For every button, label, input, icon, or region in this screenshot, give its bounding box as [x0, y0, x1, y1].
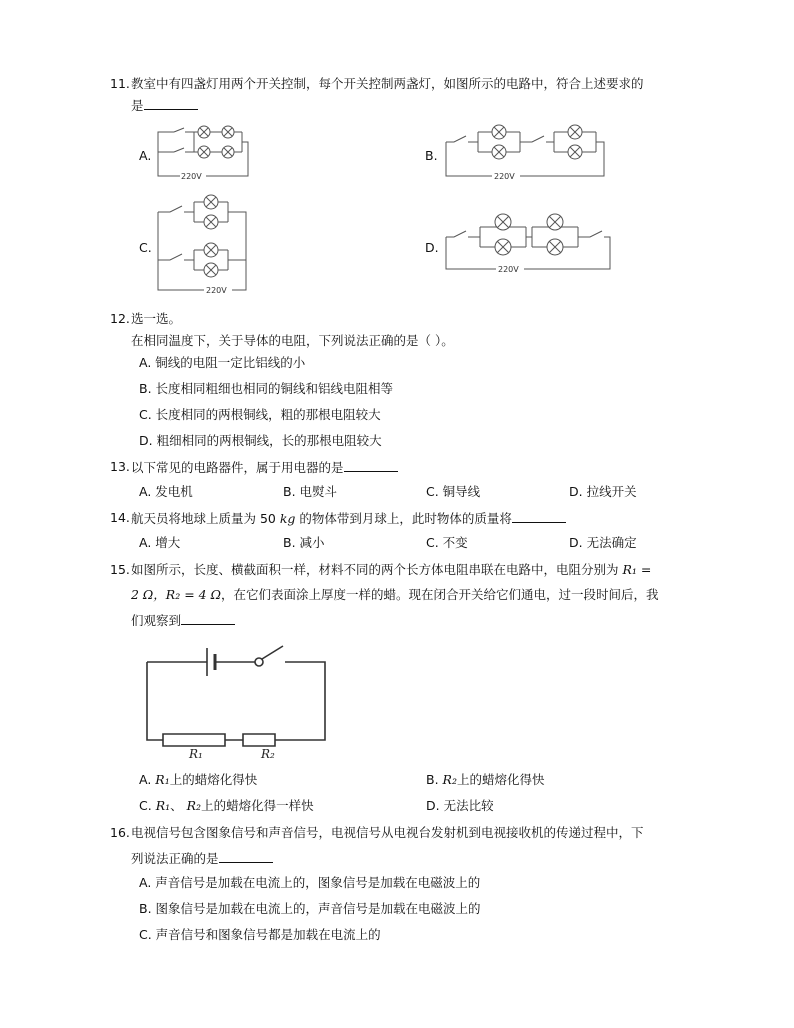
lamp-icon	[495, 239, 511, 255]
q16-number: 16.	[110, 825, 130, 840]
q16-stem-line1: 电视信号包含图象信号和声音信号，电视信号从电视台发射机到电视接收机的传递过程中，下	[131, 825, 644, 840]
q16-option-b: B. 图象信号是加载在电流上的，声音信号是加载在电磁波上的	[139, 901, 481, 916]
switch-lever	[262, 646, 283, 659]
q13-option-c: C. 铜导线	[426, 484, 481, 499]
q14-option-c: C. 不变	[426, 535, 468, 550]
lamp-icon	[222, 146, 234, 158]
q11-circuit-d	[440, 205, 620, 277]
q13-number: 13.	[110, 459, 130, 474]
r1-label: R₁	[189, 747, 203, 761]
lamp-icon	[547, 239, 563, 255]
lamp-icon	[547, 214, 563, 230]
q13-stem: 以下常见的电路器件，属于用电器的是	[131, 459, 398, 476]
q11-option-a-label: A.	[139, 148, 152, 163]
q14-number: 14.	[110, 510, 130, 525]
q15-stem-line1: 如图所示，长度、横截面积一样，材料不同的两个长方体电阻串联在电路中，电阻分别为 R₁ =	[131, 562, 652, 577]
q16-answer-blank	[219, 850, 273, 863]
q15-stem-line2: 2 Ω，R₂ = 4 Ω，在它们表面涂上厚度一样的蜡。现在闭合开关给它们通电，过一段时间后，我	[131, 587, 659, 602]
lamp-icon	[568, 145, 582, 159]
lamp-icon	[198, 126, 210, 138]
q12-option-c: C. 长度相同的两根铜线，粗的那根电阻较大	[139, 407, 381, 422]
q16-option-a: A. 声音信号是加载在电流上的，图象信号是加载在电磁波上的	[139, 875, 481, 890]
voltage-label: 220V	[498, 265, 519, 274]
lamp-icon	[495, 214, 511, 230]
resistor-r1	[163, 734, 225, 746]
voltage-label: 220V	[206, 286, 227, 295]
lamp-icon	[204, 243, 218, 257]
lamp-icon	[204, 215, 218, 229]
q11-option-b-label: B.	[425, 148, 438, 163]
q13-option-b: B. 电熨斗	[283, 484, 338, 499]
q15-option-c: C. R₁、 R₂上的蜡熔化得一样快	[139, 798, 314, 813]
q12-option-a: A. 铜线的电阻一定比铝线的小	[139, 355, 306, 370]
q12-option-b: B. 长度相同粗细也相同的铜线和铝线电阻相等	[139, 381, 394, 396]
q12-title: 选一选。	[131, 311, 182, 326]
q11-circuit-b	[440, 120, 615, 185]
lamp-icon	[492, 145, 506, 159]
q11-answer-blank	[144, 97, 198, 110]
resistor-r2	[243, 734, 275, 746]
q12-number: 12.	[110, 311, 130, 326]
lamp-icon	[204, 263, 218, 277]
q16-option-c: C. 声音信号和图象信号都是加载在电流上的	[139, 927, 381, 942]
q14-option-d: D. 无法确定	[569, 535, 637, 550]
q11-circuit-a	[152, 120, 257, 185]
q12-stem: 在相同温度下，关于导体的电阻，下列说法正确的是（ ）。	[131, 333, 454, 348]
q15-stem-line3: 们观察到	[131, 612, 235, 629]
q16-stem-line2: 列说法正确的是	[131, 850, 273, 867]
q15-option-b: B. R₂上的蜡熔化得快	[426, 772, 545, 787]
lamp-icon	[204, 195, 218, 209]
q11-stem-line1: 教室中有四盏灯用两个开关控制，每个开关控制两盏灯，如图所示的电路中，符合上述要求的	[131, 76, 644, 91]
voltage-label: 220V	[494, 172, 515, 181]
switch-pivot	[255, 658, 263, 666]
q11-number: 11.	[110, 76, 130, 91]
q15-circuit	[135, 634, 335, 766]
q11-stem-line2: 是	[131, 97, 198, 114]
q11-option-c-label: C.	[139, 240, 152, 255]
lamp-icon	[222, 126, 234, 138]
q15-number: 15.	[110, 562, 130, 577]
voltage-label: 220V	[181, 172, 202, 181]
q14-stem: 航天员将地球上质量为 50 kg 的物体带到月球上，此时物体的质量将	[131, 510, 566, 527]
q15-option-d: D. 无法比较	[426, 798, 494, 813]
q14-option-a: A. 增大	[139, 535, 181, 550]
q15-answer-blank	[181, 612, 235, 625]
q13-answer-blank	[344, 459, 398, 472]
q12-option-d: D. 粗细相同的两根铜线，长的那根电阻较大	[139, 433, 382, 448]
r2-label: R₂	[261, 747, 275, 761]
lamp-icon	[568, 125, 582, 139]
q11-circuit-c	[150, 190, 260, 298]
q11-option-d-label: D.	[425, 240, 439, 255]
q14-option-b: B. 减小	[283, 535, 325, 550]
lamp-icon	[492, 125, 506, 139]
q13-option-a: A. 发电机	[139, 484, 193, 499]
lamp-icon	[198, 146, 210, 158]
q13-option-d: D. 拉线开关	[569, 484, 637, 499]
q15-option-a: A. R₁上的蜡熔化得快	[139, 772, 258, 787]
q14-answer-blank	[512, 510, 566, 523]
